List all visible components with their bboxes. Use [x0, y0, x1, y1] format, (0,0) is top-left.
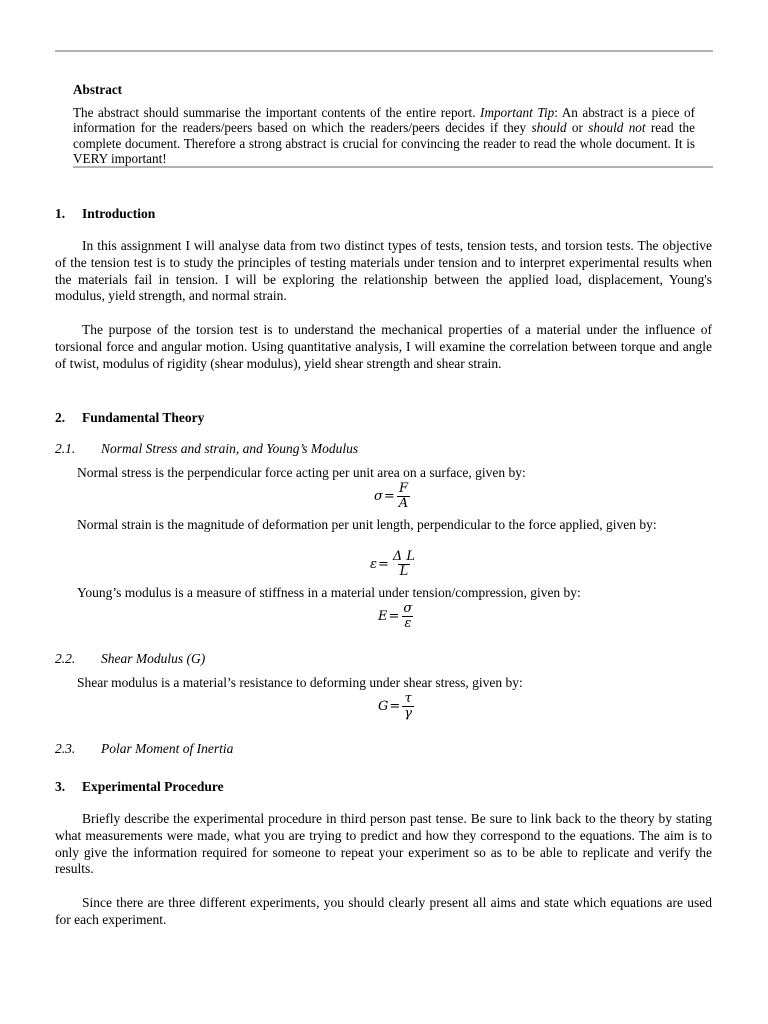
abstract-p3: read the complete document. Therefore a strong abstract is crucial for convincing the reader to read the whole document. It is VERY important! [73, 120, 695, 167]
procedure-paragraph-1: Briefly describe the experimental procedure in third person past tense. Be sure to link back to the theory by stating what measurements were made, what you are trying to predict and how they correspond to the equations. The aim is to only give the information required for someone to repeat your experiment so as to be able to replicate and verify the results. [55, 811, 712, 877]
section-heading-procedure [55, 779, 224, 795]
subsection-heading-2-1 [55, 441, 358, 457]
subsection-number: 2.3. [55, 741, 76, 756]
strain-eq-numerator: Δ L [392, 549, 416, 564]
stress-eq-denominator: A [398, 496, 409, 511]
section-title: Fundamental Theory [82, 410, 205, 425]
subsection-number: 2.2. [55, 651, 76, 666]
youngs-eq-numerator: σ [403, 601, 413, 616]
intro-paragraph-1: In this assignment I will analyse data from two distinct types of tests, tension tests, and torsion tests. The objective of the tension test is to study the principles of testing materials under tension and to interpret experimental results when the materials fail in tension. I will be exploring the relationship between the applied load, displacement, Young's modulus, yield strength, and normal strain. [55, 238, 712, 304]
shear-text: Shear modulus is a material’s resistance to deforming under shear stress, given by: [77, 675, 523, 690]
section-title: Introduction [82, 206, 156, 221]
section-number: 1. [55, 206, 66, 221]
section-number: 3. [55, 779, 66, 794]
shear-equation [378, 692, 414, 721]
abstract-tip-label: Important Tip [480, 105, 555, 120]
strain-eq-denominator: L [399, 564, 409, 579]
stress-text: Normal stress is the perpendicular force acting per unit area on a surface, given by: [77, 465, 526, 480]
abstract-or: or [566, 120, 589, 136]
section-heading-theory [55, 410, 204, 426]
procedure-paragraph-2: Since there are three different experiments, you should clearly present all aims and state which equations are used for each experiment. [55, 895, 712, 927]
strain-eq-equals: = [377, 557, 389, 572]
youngs-equation [378, 602, 414, 631]
shear-eq-numerator: τ [404, 691, 412, 706]
stress-eq-equals: = [383, 489, 395, 504]
strain-eq-lhs: ε [370, 557, 377, 572]
abstract-bottom-rule [73, 166, 713, 168]
stress-eq-numerator: F [398, 481, 408, 496]
abstract-text [73, 105, 695, 167]
youngs-eq-denominator: ε [404, 616, 412, 631]
subsection-heading-2-2 [55, 651, 205, 667]
shear-eq-lhs: G [378, 699, 389, 714]
stress-eq-lhs: σ [374, 489, 383, 504]
abstract-p2: : An abstract is a piece of information for the readers/peers based on which the readers/peers decides if they [73, 105, 695, 136]
abstract-title: Abstract [73, 82, 123, 97]
intro-paragraph-2: The purpose of the torsion test is to understand the mechanical properties of a material under the influence of torsional force and angular motion. Using quantitative analysis, I will examine the correlation between torque and angle of twist, modulus of rigidity (shear modulus), yield shear strength and shear strain. [55, 322, 712, 371]
section-title: Experimental Procedure [82, 779, 224, 794]
strain-text: Normal strain is the magnitude of deformation per unit length, perpendicular to the force applied, given by: [77, 517, 657, 532]
abstract-should-not: should not [588, 120, 646, 136]
subsection-heading-2-3 [55, 741, 233, 757]
top-rule [55, 50, 713, 52]
abstract-should: should [531, 120, 567, 136]
section-number: 2. [55, 410, 66, 425]
shear-eq-denominator: γ [404, 706, 413, 721]
shear-eq-equals: = [389, 699, 401, 714]
subsection-title: Polar Moment of Inertia [101, 741, 234, 756]
youngs-text: Young’s modulus is a measure of stiffness in a material under tension/compression, given by: [77, 585, 581, 600]
abstract-p1: The abstract should summarise the important contents of the entire report. [73, 105, 481, 120]
youngs-eq-equals: = [388, 609, 400, 624]
subsection-title: Shear Modulus (G) [101, 651, 206, 666]
youngs-eq-lhs: E [378, 609, 388, 624]
strain-equation [370, 550, 417, 579]
section-heading-introduction [55, 206, 155, 222]
subsection-title: Normal Stress and strain, and Young’s Modulus [101, 441, 359, 456]
stress-equation [374, 482, 410, 511]
subsection-number: 2.1. [55, 441, 76, 456]
